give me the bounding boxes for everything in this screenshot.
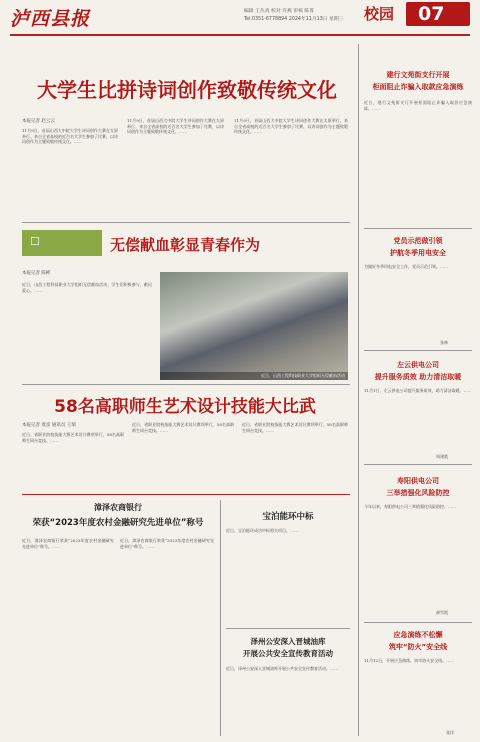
article4-body-col2: 近日，漳泽农商银行荣获“2023年度农村金融研究先进单位”称号。…… [120,538,214,549]
sidebar-divider [358,44,359,736]
vertical-divider-bottom [220,500,221,736]
sidebar-divider-3 [364,464,472,465]
sidebar4-headline: 三举措强化风险防控 [386,489,450,497]
article5-body: 近日，宝泊能环成功中标相关项目。…… [226,528,298,533]
article3-body-col2: 近日，省职业院校技能大赛艺术设计赛项举行，58名高职师生同台竞技。…… [132,422,234,433]
article1-byline: 本报记者 赵云云 [22,119,55,124]
article1-body-col1: 11月9日，首届山西大中院大学生诗词创作大赛在太原举行。来自全省高校的近百名大学生参加了比赛，以诗词创作为主题致敬传统文化。…… [22,128,118,145]
divider-article1 [22,222,350,223]
edition-line-1: 编辑 王丛真 校对 许燕 审核 陈菁 [244,9,314,14]
article6-body: 近日，泽州公安深入晋城油库开展公共安全宣传教育活动。…… [226,666,338,671]
sidebar4-headline-top: 寿阳供电公司 [397,477,439,485]
sidebar1-body: 近日，建行文苑街支行开展柜面阻止诈骗入取款应急演练。…… [364,100,472,111]
article2-body: 近日，山西工程科技职业大学组织无偿献血活动，学生们积极参与，献出爱心。…… [22,282,152,293]
sidebar-divider-2 [364,350,472,351]
page-number: 07 [418,3,445,25]
page-number-box [406,2,470,26]
sidebar5-headline: 筑牢“防火”安全线 [388,643,448,651]
section-label: 校园 [364,5,395,23]
article1-body-col3: 11月9日，首届山西大中院大学生诗词创作大赛在太原举行。来自全省高校的近百名大学生参加了比赛，以诗词创作为主题致敬传统文化。…… [234,118,348,135]
sidebar3-body: 11月1日，左云供电公司提升服务质效，助力清洁取暖。…… [364,388,472,393]
sidebar2-body: 为做好冬季用电安全工作，党员示范引领。…… [364,264,448,269]
sidebar-divider-1 [364,228,472,229]
sidebar2-headline: 护航冬季用电安全 [390,249,446,257]
divider-article3 [22,494,350,495]
sidebar-divider-4 [364,622,472,623]
sidebar1-headline: 柜面阻止诈骗入取款应急演练 [372,83,464,91]
article1-body-col2: 11月9日，首届山西大中院大学生诗词创作大赛在太原举行。来自全省高校的近百名大学生参加了比赛，以诗词创作为主题致敬传统文化。…… [127,118,224,135]
article2-photo [160,272,348,380]
sidebar3-headline-top: 左云供电公司 [397,361,439,369]
sidebar2-headline-top: 党员示范做引领 [393,237,443,245]
sidebar5-byline: 张洋 [446,730,454,735]
sidebar3-headline: 提升服务质效 助力清洁取暖 [374,373,462,381]
article4-headline: 荣获“2023年度农村金融研究先进单位”称号 [32,518,204,528]
article3-byline: 本报记者 麦彦 通讯员 王瑞 [22,423,76,428]
sidebar5-headline-top: 应急演练不松懈 [393,631,443,639]
sidebar3-byline: 周建霞 [436,454,448,459]
article3-body-col1: 近日，省职业院校技能大赛艺术设计赛项举行，58名高职师生同台竞技。…… [22,432,124,443]
sidebar4-body: 今年以来，寿阳供电公司三举措强化风险防控。…… [364,504,456,509]
article6-headline-top: 泽州公安深入晋城油库 [250,637,326,646]
article3-body-col3: 近日，省职业院校技能大赛艺术设计赛项举行，58名高职师生同台竞技。…… [242,422,348,433]
edition-line-2: Tel.0351-6778894 2024年11月13日 星期三 [244,17,344,22]
article5-headline: 宝泊能环中标 [262,512,314,522]
masthead-rule [10,34,470,36]
article1-headline: 大学生比拼诗词创作致敬传统文化 [37,78,337,102]
sidebar4-byline: 郝雪霞 [436,610,448,615]
divider-article2 [22,384,350,385]
article3-headline: 58名高职师生艺术设计技能大比武 [54,397,316,417]
divider-article5 [226,628,350,629]
article6-headline: 开展公共安全宣传教育活动 [243,649,333,658]
article2-banner [22,230,102,256]
article2-headline: 无偿献血彰显青春作为 [109,236,260,254]
article4-headline-top: 漳泽农商银行 [94,503,142,512]
article2-byline: 本报记者 陈彬 [22,271,51,276]
sidebar2-byline: 张林 [440,340,448,345]
logo: 泸西县报 [10,8,91,30]
sidebar1-headline-top: 建行文苑街支行开展 [386,71,450,79]
photo-caption: 近日，山西工程科技职业大学组织无偿献血活动 [160,372,348,380]
article4-body-col1: 近日，漳泽农商银行荣获“2023年度农村金融研究先进单位”称号。…… [22,538,114,549]
banner-mark-icon: ☐ [30,235,40,248]
sidebar5-body: 11月12日，开展应急演练，筑牢防火安全线。…… [364,658,455,663]
